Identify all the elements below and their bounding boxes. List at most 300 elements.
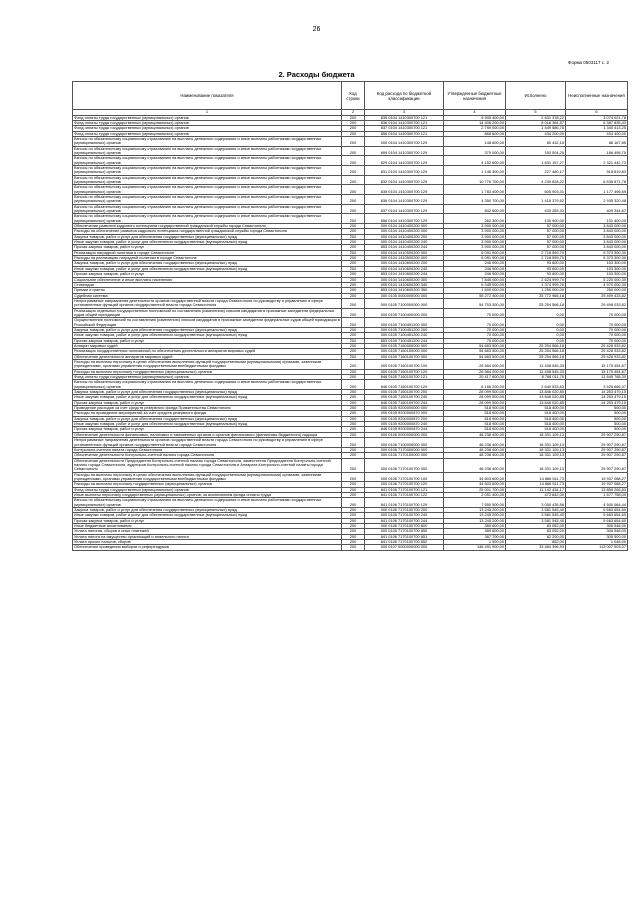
row-unexecuted: 70 000,00 (566, 333, 628, 338)
row-budget-code: 829 0104 1410300700 129 (365, 156, 444, 166)
row-line-code: 200 (342, 333, 365, 338)
row-approved: 28 099 500,00 (444, 390, 506, 395)
row-budget-code: 000 0105 7100451200 000 (365, 318, 444, 328)
col-header-line-code: Код строки (342, 82, 365, 110)
row-unexecuted: 500,00 (566, 416, 628, 421)
row-unexecuted: 306 548,00 (566, 524, 628, 529)
row-name: Закупка товаров, работ и услуг для обеспечения государственных (муниципальных) нужд (73, 507, 342, 512)
table-row (73, 136, 628, 146)
row-approved: 54 753 300,00 (444, 298, 506, 308)
row-budget-code: 000 0105 0000000000 000 (365, 293, 444, 298)
row-name: Расходы на выплаты персоналу в целях обеспечения выполнения функций государственными (муниципальными) органами, казенными учреждениями, органами управления государственными внебюджетными фондами (73, 360, 342, 370)
row-unexecuted: 5 220 000,30 (566, 277, 628, 282)
row-approved: 3 900 000,00 (444, 234, 506, 239)
row-executed: 130 900,00 (506, 214, 566, 224)
row-line-code: 200 (342, 136, 365, 146)
row-name: Взносы по обязательному социальному страхованию на выплаты денежного содержания и иные выплаты работникам государственных (муниципальных) органов (73, 195, 342, 205)
table-row (73, 308, 628, 318)
row-budget-code: 846 0105 9200000870 244 (365, 427, 444, 432)
row-line-code: 200 (342, 400, 365, 405)
row-name: Премии и гранты (73, 288, 342, 293)
table-row (73, 438, 628, 448)
table-row (73, 482, 628, 487)
col-header-unexecuted: Неисполненные назначения (566, 82, 628, 110)
table-row (73, 277, 628, 282)
row-budget-code: 856 0104 1410300700 121 (365, 131, 444, 136)
row-line-code: 200 (342, 343, 365, 348)
row-executed: 57 000,00 (506, 234, 566, 239)
row-budget-code: 000 0105 7160100000 000 (365, 349, 444, 354)
section-title: 2. Расходы бюджета (278, 70, 355, 79)
row-executed: 0,00 (506, 308, 566, 318)
row-executed: 605 903,31 (506, 185, 566, 195)
row-executed: 33 484 396,93 (506, 545, 566, 550)
row-unexecuted: 29 907 290,87 (566, 458, 628, 472)
row-line-code: 200 (342, 240, 365, 245)
table-row (73, 411, 628, 416)
row-budget-code: 853 0104 1410600200 244 (365, 272, 444, 277)
row-approved: 842 600,00 (444, 204, 506, 214)
row-name: Социальное обеспечение и иные выплаты населению (73, 277, 342, 282)
row-budget-code: 000 0105 7100451200 240 (365, 333, 444, 338)
row-unexecuted: 5 373 300,30 (566, 256, 628, 261)
row-line-code: 200 (342, 261, 365, 266)
row-unexecuted: 3 843 000,00 (566, 245, 628, 250)
row-executed: 183 504,25 (506, 146, 566, 156)
row-unexecuted: 29 907 290,87 (566, 447, 628, 452)
row-approved: 518 900,00 (444, 416, 506, 421)
row-executed: 25 254 566,18 (506, 343, 566, 348)
row-executed: 57 000,00 (506, 240, 566, 245)
row-budget-code: 000 0105 9200000870 000 (365, 411, 444, 416)
row-executed: 227 480,17 (506, 165, 566, 175)
row-executed: 433 255,33 (506, 204, 566, 214)
table-row (73, 390, 628, 395)
row-approved: 389 600,00 (444, 524, 506, 529)
row-unexecuted: 113 007 503,07 (566, 545, 628, 550)
row-name: Взносы по обязательному социальному страхованию на выплаты денежного содержания и иные выплаты работникам государственных (муниципальных) органов (73, 136, 342, 146)
row-approved: 518 900,00 (444, 406, 506, 411)
table-row (73, 487, 628, 492)
row-approved: 13 245 200,00 (444, 518, 506, 523)
row-unexecuted: 29 499 433,82 (566, 293, 628, 298)
row-executed: 18 331 109,13 (506, 447, 566, 452)
row-approved: 146 491 900,00 (444, 545, 506, 550)
table-row (73, 422, 628, 427)
row-executed: 25 254 566,18 (506, 349, 566, 354)
table-row (73, 354, 628, 359)
row-budget-code: 846 0105 7160100700 129 (365, 380, 444, 390)
row-name: Закупка товаров, работ и услуг для обеспечения государственных (муниципальных) нужд (73, 261, 342, 266)
table-row (73, 492, 628, 497)
row-name: Иные закупки товаров, работ и услуг для обеспечения государственных (муниципальных) нужд (73, 240, 342, 245)
row-unexecuted: 131 400,00 (566, 214, 628, 224)
row-unexecuted: 2 321 442,73 (566, 156, 628, 166)
row-budget-code: 000 0105 9200000000 000 (365, 406, 444, 411)
table-row (73, 395, 628, 400)
row-line-code: 200 (342, 115, 365, 120)
row-line-code: 200 (342, 513, 365, 518)
row-executed: 2 831 378,22 (506, 115, 566, 120)
row-line-code: 200 (342, 492, 365, 497)
row-name: Фонд оплаты труда государственных (муниципальных) органов (73, 126, 342, 131)
row-budget-code: 853 0104 1410400200 244 (365, 245, 444, 250)
row-budget-code: 841 0106 7170100700 851 (365, 534, 444, 539)
row-budget-code: 000 0104 1410600200 200 (365, 261, 444, 266)
row-approved: 5 905 400,00 (444, 115, 506, 120)
row-line-code: 200 (342, 507, 365, 512)
row-unexecuted: 14 253 479,15 (566, 400, 628, 405)
row-line-code: 200 (342, 422, 365, 427)
row-budget-code: 835 0104 1410300700 121 (365, 115, 444, 120)
row-approved: 54 683 500,00 (444, 354, 506, 359)
row-unexecuted: 153 300,00 (566, 266, 628, 271)
table-row (73, 156, 628, 166)
row-executed: 18 331 109,13 (506, 458, 566, 472)
row-approved: 3 900 000,00 (444, 224, 506, 229)
table-row (73, 447, 628, 452)
row-name: Расходы на обеспечение развития кадрового потенциала государственной гражданской службы города Севастополя (73, 229, 342, 234)
row-approved: 70 000,00 (444, 333, 506, 338)
row-name: Обеспечение деятельности Председателя Контрольно-счетной палаты города Севастополя, заместителя Председателя Контрольно-счетной палаты города Севастополя, аудиторов Контрольно-счетной палаты города Севастополя и Аппарата Контрольно-счетной палаты города Севастополя (73, 458, 342, 472)
row-unexecuted: 918 819,83 (566, 165, 628, 175)
row-executed: 0,00 (506, 333, 566, 338)
row-unexecuted: 19 937 088,27 (566, 472, 628, 482)
row-name: Иные закупки товаров, работ и услуг для обеспечения государственных (муниципальных) нужд (73, 422, 342, 427)
row-unexecuted: 9 663 654,60 (566, 513, 628, 518)
row-executed: 1 831 157,27 (506, 156, 566, 166)
row-executed: 14 666 511,73 (506, 482, 566, 487)
table-row (73, 298, 628, 308)
col-number: 1 (73, 110, 342, 116)
row-executed: 13 846 020,85 (506, 400, 566, 405)
row-budget-code: 000 0104 1410400200 000 (365, 224, 444, 229)
row-line-code: 200 (342, 293, 365, 298)
row-budget-code: 000 0105 7160100700 100 (365, 360, 444, 370)
row-line-code: 200 (342, 120, 365, 125)
row-line-code: 200 (342, 327, 365, 332)
row-unexecuted: 5 373 300,30 (566, 250, 628, 255)
row-name: Расходы на выплаты персоналу государственных (муниципальных) органов (73, 369, 342, 374)
row-budget-code: 000 0107 0000000000 000 (365, 545, 444, 550)
row-approved: 246 900,00 (444, 261, 506, 266)
row-approved: 48 238 400,00 (444, 447, 506, 452)
table-row (73, 175, 628, 185)
row-unexecuted: 29 498 033,82 (566, 298, 628, 308)
row-budget-code: 000 0106 7170000000 000 (365, 447, 444, 452)
row-name: Фонд оплаты труда государственных (муниципальных) органов (73, 120, 342, 125)
row-executed: 25 772 966,18 (506, 293, 566, 298)
row-unexecuted: 2 935 320,48 (566, 195, 628, 205)
row-name: Обеспечение деятельности аппаратов мировых судей (73, 354, 342, 359)
row-unexecuted: 3 843 000,00 (566, 240, 628, 245)
row-executed: 57 000,00 (506, 245, 566, 250)
row-line-code: 200 (342, 369, 365, 374)
row-budget-code: 841 0106 7170100700 122 (365, 492, 444, 497)
row-executed: 1 250 000,00 (506, 288, 566, 293)
row-name: Уплата налогов, сборов и иных платежей (73, 529, 342, 534)
row-approved: 26 584 000,00 (444, 369, 506, 374)
table-row (73, 513, 628, 518)
row-budget-code: 000 0106 7170100700 240 (365, 513, 444, 518)
row-name: Реализация государственных полномочий по обеспечению деятельности аппаратов мировых судей (73, 349, 342, 354)
row-approved: 48 238 400,00 (444, 432, 506, 437)
row-line-code: 200 (342, 214, 365, 224)
table-row (73, 498, 628, 508)
row-approved: 3 900 000,00 (444, 245, 506, 250)
row-executed: 25 254 566,18 (506, 298, 566, 308)
row-line-code: 200 (342, 545, 365, 550)
row-name: Иные бюджетные ассигнования (73, 524, 342, 529)
row-name: Прочая закупка товаров, работ и услуг (73, 245, 342, 250)
row-line-code: 200 (342, 458, 365, 472)
row-budget-code: 837 0104 1410300700 129 (365, 204, 444, 214)
table-row (73, 472, 628, 482)
page-number: 26 (312, 26, 321, 33)
row-unexecuted: 3 843 000,00 (566, 229, 628, 234)
table-row (73, 120, 628, 125)
row-unexecuted: 15 175 454,67 (566, 360, 628, 370)
row-budget-code: 000 0104 1410600200 340 (365, 282, 444, 287)
table-row (73, 115, 628, 120)
row-name: Контрольно-счетная палата города Севастополя (73, 447, 342, 452)
row-unexecuted: 13 859 265,83 (566, 487, 628, 492)
col-header-approved: Утвержденные бюджетные назначения (444, 82, 506, 110)
row-budget-code: 000 0106 7100000000 000 (365, 438, 444, 448)
row-unexecuted: 29 428 933,82 (566, 349, 628, 354)
row-approved: 48 238 400,00 (444, 453, 506, 458)
row-budget-code: 000 0106 7170100000 000 (365, 453, 444, 458)
row-budget-code: 000 0106 7170100700 850 (365, 529, 444, 534)
row-line-code: 200 (342, 406, 365, 411)
row-name: Фонд оплаты труда государственных (муниципальных) органов (73, 131, 342, 136)
row-approved: 262 300,00 (444, 214, 506, 224)
row-approved: 7 550 500,00 (444, 498, 506, 508)
table-row (73, 256, 628, 261)
row-approved: 34 603 600,00 (444, 482, 506, 487)
row-executed: 83 052,00 (506, 529, 566, 534)
row-name: Расходы на проведение мероприятий за счет средств резервного фонда (73, 411, 342, 416)
row-unexecuted: 15 175 454,67 (566, 369, 628, 374)
row-unexecuted: 70 000,00 (566, 308, 628, 318)
row-line-code: 200 (342, 224, 365, 229)
table-row (73, 406, 628, 411)
row-executed: 852,00 (506, 540, 566, 545)
table-row (73, 349, 628, 354)
col-number: 3 (365, 110, 444, 116)
row-line-code: 200 (342, 390, 365, 395)
row-line-code: 200 (342, 204, 365, 214)
row-unexecuted: 500,00 (566, 427, 628, 432)
row-approved: 70 000,00 (444, 327, 506, 332)
row-line-code: 200 (342, 540, 365, 545)
row-unexecuted: 70 000,00 (566, 318, 628, 328)
row-line-code: 200 (342, 472, 365, 482)
table-row (73, 214, 628, 224)
col-header-name: Наименование показателя (73, 82, 342, 110)
row-unexecuted: 6 387 835,43 (566, 120, 628, 125)
row-unexecuted: 3 843 000,00 (566, 224, 628, 229)
row-unexecuted: 29 907 290,87 (566, 453, 628, 458)
row-budget-code: 000 0104 1410600200 300 (365, 277, 444, 282)
table-row (73, 458, 628, 472)
row-line-code: 200 (342, 375, 365, 380)
row-line-code: 200 (342, 165, 365, 175)
table-row (73, 507, 628, 512)
row-line-code: 200 (342, 156, 365, 166)
row-approved: 10 776 700,00 (444, 175, 506, 185)
row-approved: 25 001 700,00 (444, 487, 506, 492)
row-name: Взносы по обязательному социальному страхованию на выплаты денежного содержания и иные выплаты работникам государственных (муниципальных) органов (73, 146, 342, 156)
table-row (73, 360, 628, 370)
row-unexecuted: 409 344,67 (566, 204, 628, 214)
row-executed: 1 415 379,52 (506, 195, 566, 205)
row-line-code: 200 (342, 131, 365, 136)
row-name: Закупка товаров, работ и услуг для обеспечения государственных (муниципальных) нужд (73, 327, 342, 332)
table-row (73, 318, 628, 328)
row-line-code: 200 (342, 288, 365, 293)
row-approved: 148 600,00 (444, 136, 506, 146)
row-line-code: 200 (342, 438, 365, 448)
row-executed: 518 400,00 (506, 422, 566, 427)
row-name: Уплата прочих налогов, сборов (73, 540, 342, 545)
col-header-executed: Исполнено (506, 82, 566, 110)
row-approved: 1 500 000,00 (444, 288, 506, 293)
row-name: Иные закупки товаров, работ и услуг для обеспечения государственных (муниципальных) нужд (73, 333, 342, 338)
row-budget-code: 831 0104 1410300700 129 (365, 165, 444, 175)
row-unexecuted: 153 300,00 (566, 272, 628, 277)
row-approved: 6 345 000,00 (444, 282, 506, 287)
row-approved: 2 051 400,00 (444, 492, 506, 497)
row-line-code: 200 (342, 395, 365, 400)
row-budget-code: 841 0106 7170100700 129 (365, 498, 444, 508)
row-executed: 2 640 533,63 (506, 380, 566, 390)
table-row (73, 380, 628, 390)
row-executed: 93 600,00 (506, 261, 566, 266)
row-executed: 83 052,00 (506, 524, 566, 529)
row-name: Иные закупки товаров, работ и услуг для обеспечения государственных (муниципальных) нужд (73, 513, 342, 518)
row-approved: 26 584 000,00 (444, 360, 506, 370)
row-name: Проведение расходов за счет средств резервного фонда Правительства Севастополя (73, 406, 342, 411)
row-unexecuted: 14 253 479,15 (566, 395, 628, 400)
row-unexecuted: 9 663 654,60 (566, 518, 628, 523)
row-name: Расходы на реализацию наградной политики в городе Севастополе (73, 256, 342, 261)
row-line-code: 200 (342, 498, 365, 508)
row-line-code: 200 (342, 380, 365, 390)
row-unexecuted: 434 400,00 (566, 131, 628, 136)
row-name: Взносы по обязательному социальному страхованию на выплаты денежного содержания и иные выплаты работникам государственных (муниципальных) органов (73, 380, 342, 390)
row-budget-code: 000 0105 7100000000 000 (365, 298, 444, 308)
row-name: Прочая закупка товаров, работ и услуг (73, 427, 342, 432)
row-approved: 6 091 900,00 (444, 256, 506, 261)
row-line-code: 200 (342, 338, 365, 343)
row-unexecuted: 29 907 290,87 (566, 438, 628, 448)
row-name: Иные выплаты персоналу государственных (муниципальных) органов, за исключением фонда оплаты труда (73, 492, 342, 497)
row-unexecuted: 1 340 413,25 (566, 126, 628, 131)
row-approved: 6 166 200,00 (444, 380, 506, 390)
row-name: Взносы по обязательному социальному страхованию на выплаты денежного содержания и иные выплаты работникам государственных (муниципальных) органов (73, 175, 342, 185)
row-name: Закупка товаров, работ и услуг для обеспечения государственных (муниципальных) нужд (73, 234, 342, 239)
row-name: Закупка товаров, работ и услуг для обеспечения государственных (муниципальных) нужд (73, 416, 342, 421)
row-executed: 57 000,00 (506, 229, 566, 234)
row-line-code: 200 (342, 487, 365, 492)
row-executed: 18 331 109,13 (506, 453, 566, 458)
row-approved: 389 600,00 (444, 529, 506, 534)
row-budget-code: 853 0104 1410600200 350 (365, 288, 444, 293)
row-approved: 70 000,00 (444, 338, 506, 343)
row-budget-code: 000 0105 9200000870 240 (365, 422, 444, 427)
row-name: Непрограммные направления деятельности органов государственной власти города Севастополя по руководству и управлению в сфере установленных функций органов государственной власти города Севастополя (73, 438, 342, 448)
row-budget-code: 000 0104 1410500200 000 (365, 250, 444, 255)
row-approved: 70 000,00 (444, 318, 506, 328)
row-name: Осуществление полномочий по составлению (изменению) списков кандидатов в присяжные заседатели федеральных судов общей юрисдикции в Российской Федерации (74, 317, 340, 327)
row-line-code: 200 (342, 195, 365, 205)
row-unexecuted: 9 663 654,60 (566, 507, 628, 512)
row-executed: 3 050 435,56 (506, 498, 566, 508)
row-executed: 2 624 999,70 (506, 277, 566, 282)
row-line-code: 200 (342, 482, 365, 487)
row-budget-code: 000 0106 7170100700 120 (365, 482, 444, 487)
row-budget-code: 809 0104 1410300700 129 (365, 146, 444, 156)
row-approved: 48 238 400,00 (444, 458, 506, 472)
row-budget-code: 836 0104 1410300700 121 (365, 120, 444, 125)
row-name: Обеспечение проведения выборов и референдумов (73, 545, 342, 550)
table-row (73, 250, 628, 255)
row-approved: 387 700,00 (444, 534, 506, 539)
row-budget-code: 000 0106 0000000000 000 (365, 432, 444, 437)
row-executed: 518 400,00 (506, 427, 566, 432)
row-unexecuted: 1 577 758,00 (566, 492, 628, 497)
row-name: Прочая закупка товаров, работ и услуг (73, 400, 342, 405)
row-unexecuted: 4 500 064,44 (566, 498, 628, 508)
row-unexecuted: 306 548,00 (566, 529, 628, 534)
row-executed: 13 846 020,85 (506, 395, 566, 400)
row-approved: 246 900,00 (444, 266, 506, 271)
row-approved: 3 900 000,00 (444, 229, 506, 234)
row-budget-code: 000 0104 1410500200 000 (365, 256, 444, 261)
table-row (73, 453, 628, 458)
row-approved: 70 000,00 (444, 308, 506, 318)
row-unexecuted: 186 495,75 (566, 146, 628, 156)
row-name: Фонд оплаты труда государственных (муниципальных) органов (73, 487, 342, 492)
row-budget-code: 841 0106 7170100700 121 (365, 487, 444, 492)
row-unexecuted: 3 074 021,78 (566, 115, 628, 120)
row-line-code: 200 (342, 447, 365, 452)
row-budget-code: 835 0104 1410300700 129 (365, 185, 444, 195)
row-line-code: 200 (342, 250, 365, 255)
row-name: Прочая закупка товаров, работ и услуг (73, 518, 342, 523)
row-executed: 1 374 999,70 (506, 282, 566, 287)
row-unexecuted: 1 048,00 (566, 540, 628, 545)
row-line-code: 200 (342, 518, 365, 523)
row-executed: 18 331 109,13 (506, 432, 566, 437)
row-line-code: 200 (342, 266, 365, 271)
row-line-code: 200 (342, 360, 365, 370)
row-executed: 93 600,00 (506, 272, 566, 277)
row-executed: 2 718 599,70 (506, 250, 566, 255)
row-line-code: 200 (342, 534, 365, 539)
row-budget-code: 000 0105 7160100700 120 (365, 369, 444, 374)
row-executed: 8 018 364,57 (506, 120, 566, 125)
row-line-code: 200 (342, 272, 365, 277)
row-line-code: 200 (342, 175, 365, 185)
row-approved: 3 900 000,00 (444, 240, 506, 245)
row-approved: 34 603 600,00 (444, 472, 506, 482)
row-approved: 14 406 200,00 (444, 120, 506, 125)
table-row (73, 204, 628, 214)
row-unexecuted: 3 843 000,00 (566, 234, 628, 239)
table-row (73, 432, 628, 437)
